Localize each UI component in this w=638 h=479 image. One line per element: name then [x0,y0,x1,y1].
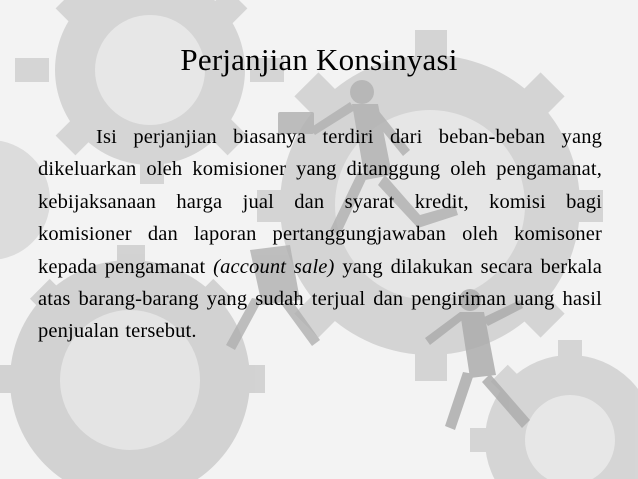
body-text-part-2: yang dilakukan secara berkala atas barang-barang yang sudah terjual dan pengiriman uang hasil penjualan tersebut. [38,255,602,343]
body-italic-term: (account sale) [213,255,335,278]
body-text-part-1: Isi perjanjian biasanya terdiri dari beban-beban yang dikeluarkan oleh komisioner yang ditanggung oleh pengamanat, kebijaksanaan harga jual dan syarat kredit, komisi bagi komisioner dan laporan pertanggungjawaban oleh komisoner kepada pengamanat [38,126,602,278]
slide-title: Perjanjian Konsinyasi [180,42,458,77]
slide-body-paragraph [38,121,602,348]
